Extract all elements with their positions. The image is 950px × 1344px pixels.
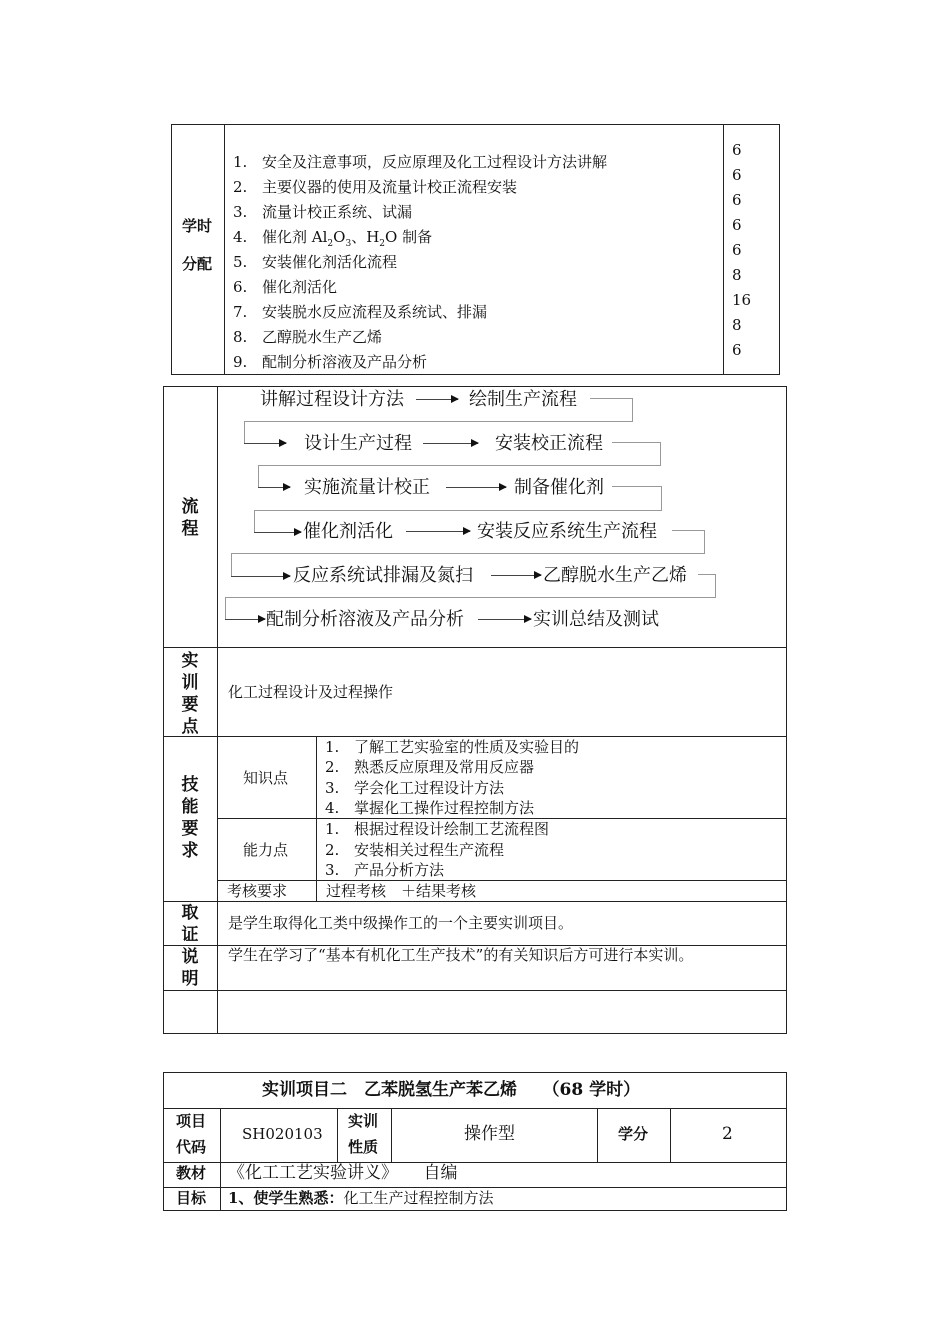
flow-connector [254, 510, 255, 532]
flow-connector [704, 530, 705, 553]
hours-divider-right [723, 124, 724, 375]
hours-text-4c: 、H [351, 228, 380, 246]
notes-label: 说明 [181, 947, 199, 989]
code-label-1: 项目 [176, 1112, 207, 1130]
hours-label-1: 学时 [182, 217, 213, 235]
flow-arrow-7 [406, 531, 470, 532]
flow-connector [254, 510, 662, 511]
row-divider-3 [163, 901, 787, 902]
flow-step-6: 制备催化剂 [514, 477, 604, 498]
flow-connector [225, 597, 226, 619]
flow-connector [231, 553, 232, 576]
flow-arrow-1 [416, 399, 458, 400]
hours-value-1: 6 [732, 141, 742, 159]
ability-text-2: 安装相关过程生产流程 [354, 841, 505, 859]
flow-step-5: 实施流量计校正 [304, 477, 430, 498]
hours-num-7: 7. [233, 303, 248, 321]
ability-num-3: 3. [325, 861, 340, 879]
ability-label: 能力点 [243, 841, 289, 859]
hours-text-4b: O [333, 228, 346, 246]
credit-label: 学分 [618, 1125, 649, 1143]
flow-connector [258, 465, 661, 466]
flow-arrow-11 [478, 619, 531, 620]
p2-col-divider-1 [220, 1108, 221, 1211]
hours-value-4: 6 [732, 216, 742, 234]
flow-step-2: 绘制生产流程 [469, 389, 577, 410]
key-points-label: 实训要点 [181, 651, 199, 737]
flow-connector [612, 486, 661, 487]
flow-step-11: 配制分析溶液及产品分析 [266, 609, 464, 630]
project-textbook: 《化工工艺实验讲义》 自编 [228, 1163, 458, 1183]
hours-text-3: 流量计校正系统、试漏 [262, 203, 413, 221]
hours-text-4-sub1: 2 [327, 239, 334, 249]
hours-num-1: 1. [233, 153, 248, 171]
flow-step-4: 安装校正流程 [495, 433, 603, 454]
hours-divider-left [224, 124, 225, 375]
knowledge-text-1: 了解工艺实验室的性质及实验目的 [354, 738, 580, 756]
p2-row-divider-3 [163, 1187, 787, 1188]
hours-text-7: 安装脱水反应流程及系统试、排漏 [262, 303, 488, 321]
p2-row-divider-1 [163, 1108, 787, 1109]
project-code: SH020103 [242, 1125, 323, 1143]
flow-step-1: 讲解过程设计方法 [260, 389, 404, 410]
flow-step-10: 乙醇脱水生产乙烯 [543, 565, 687, 586]
flow-step-8: 安装反应系统生产流程 [477, 521, 657, 542]
ability-num-1: 1. [325, 820, 340, 838]
row-divider-1 [163, 647, 787, 648]
ability-text-1: 根据过程设计绘制工艺流程图 [354, 820, 550, 838]
flow-step-3: 设计生产过程 [304, 433, 412, 454]
project-goal [228, 1191, 493, 1206]
flow-connector [612, 442, 660, 443]
p2-col-divider-2 [337, 1108, 338, 1162]
hours-value-3: 6 [732, 191, 742, 209]
knowledge-num-4: 4. [325, 799, 340, 817]
notes-text: 学生在学习了“基本有机化工生产技术”的有关知识后方可进行本实训。 [228, 946, 694, 964]
nature-label-1: 实训 [348, 1112, 379, 1130]
flow-arrow-5 [446, 487, 506, 488]
flow-connector [244, 421, 245, 444]
flow-step-7: 催化剂活化 [303, 521, 393, 542]
flow-connector [225, 597, 716, 598]
flow-connector [660, 442, 661, 465]
hours-label-2: 分配 [182, 255, 213, 273]
flow-arrow-8 [231, 576, 290, 577]
goal-text: 化工生产过程控制方法 [343, 1189, 494, 1207]
knowledge-text-2: 熟悉反应原理及常用反应器 [354, 758, 535, 776]
flow-connector [244, 421, 633, 422]
flow-arrow-3 [423, 443, 478, 444]
p2-col-divider-4 [597, 1108, 598, 1162]
hours-text-4-sub2: 3 [345, 239, 352, 249]
certificate-text: 是学生取得化工类中级操作工的一个主要实训项目。 [228, 914, 574, 932]
hours-text-1: 安全及注意事项，反应原理及化工过程设计方法讲解 [262, 153, 608, 171]
flow-connector [661, 486, 662, 510]
flow-step-12: 实训总结及测试 [533, 609, 659, 630]
hours-text-2: 主要仪器的使用及流量计校正流程安装 [262, 178, 518, 196]
flow-arrow-9 [491, 575, 541, 576]
knowledge-num-3: 3. [325, 779, 340, 797]
hours-text-4a: 催化剂 Al [262, 228, 328, 246]
hours-value-7: 16 [732, 291, 752, 309]
main-table [163, 386, 787, 1034]
hours-value-5: 6 [732, 241, 742, 259]
assess-label: 考核要求 [227, 882, 288, 900]
knowledge-text-3: 学会化工过程设计方法 [354, 779, 505, 797]
hours-text-4d: O 制备 [385, 228, 433, 246]
hours-num-8: 8. [233, 328, 248, 346]
p2-col-divider-5 [670, 1108, 671, 1162]
project-nature: 操作型 [464, 1124, 515, 1144]
project-credit: 2 [722, 1124, 733, 1144]
hours-text-8: 乙醇脱水生产乙烯 [262, 328, 383, 346]
knowledge-label: 知识点 [243, 769, 289, 787]
main-col-divider [217, 386, 218, 1034]
hours-text-5: 安装催化剂活化流程 [262, 253, 398, 271]
hours-text-4-sub3: 2 [379, 239, 386, 249]
hours-text-4 [262, 230, 432, 249]
hours-value-2: 6 [732, 166, 742, 184]
goal-label: 目标 [176, 1189, 207, 1207]
flow-connector [715, 574, 716, 597]
hours-num-6: 6. [233, 278, 248, 296]
nature-label-2: 性质 [348, 1138, 379, 1156]
row-divider-5 [163, 990, 787, 991]
flow-arrow-2 [244, 443, 286, 444]
project2-title: 实训项目二 乙苯脱氢生产苯乙烯 （68 学时） [262, 1080, 641, 1100]
hours-num-5: 5. [233, 253, 248, 271]
knowledge-num-1: 1. [325, 738, 340, 756]
skills-row-divider-1 [217, 818, 787, 819]
hours-value-6: 8 [732, 266, 742, 284]
certificate-label: 取证 [181, 903, 199, 945]
hours-text-9: 配制分析溶液及产品分析 [262, 353, 428, 371]
flow-connector [590, 398, 632, 399]
goal-prefix: 1、使学生熟悉： [228, 1189, 344, 1207]
flow-connector [258, 465, 259, 488]
hours-value-9: 6 [732, 341, 742, 359]
knowledge-num-2: 2. [325, 758, 340, 776]
flow-step-9: 反应系统试排漏及氮扫 [293, 565, 473, 586]
hours-num-9: 9. [233, 353, 248, 371]
textbook-label: 教材 [176, 1164, 207, 1182]
skills-label: 技能要求 [181, 775, 199, 861]
key-points-text: 化工过程设计及过程操作 [228, 683, 394, 701]
hours-text-6: 催化剂活化 [262, 278, 338, 296]
assess-text: 过程考核 ＋结果考核 [326, 882, 477, 900]
flow-connector [698, 574, 715, 575]
hours-value-8: 8 [732, 316, 742, 334]
ability-num-2: 2. [325, 841, 340, 859]
flow-arrow-4 [258, 487, 290, 488]
hours-num-3: 3. [233, 203, 248, 221]
flow-connector [672, 530, 704, 531]
flow-arrow-10 [225, 619, 265, 620]
flow-arrow-6 [254, 532, 301, 533]
code-label-2: 代码 [176, 1138, 207, 1156]
row-divider-2 [163, 736, 787, 737]
process-label: 流程 [181, 497, 199, 539]
flow-connector [231, 553, 705, 554]
knowledge-text-4: 掌握化工操作过程控制方法 [354, 799, 535, 817]
flow-connector [632, 398, 633, 422]
hours-num-2: 2. [233, 178, 248, 196]
skills-row-divider-2 [217, 880, 787, 881]
ability-text-3: 产品分析方法 [354, 861, 445, 879]
hours-num-4: 4. [233, 228, 248, 246]
p2-col-divider-3 [391, 1108, 392, 1162]
